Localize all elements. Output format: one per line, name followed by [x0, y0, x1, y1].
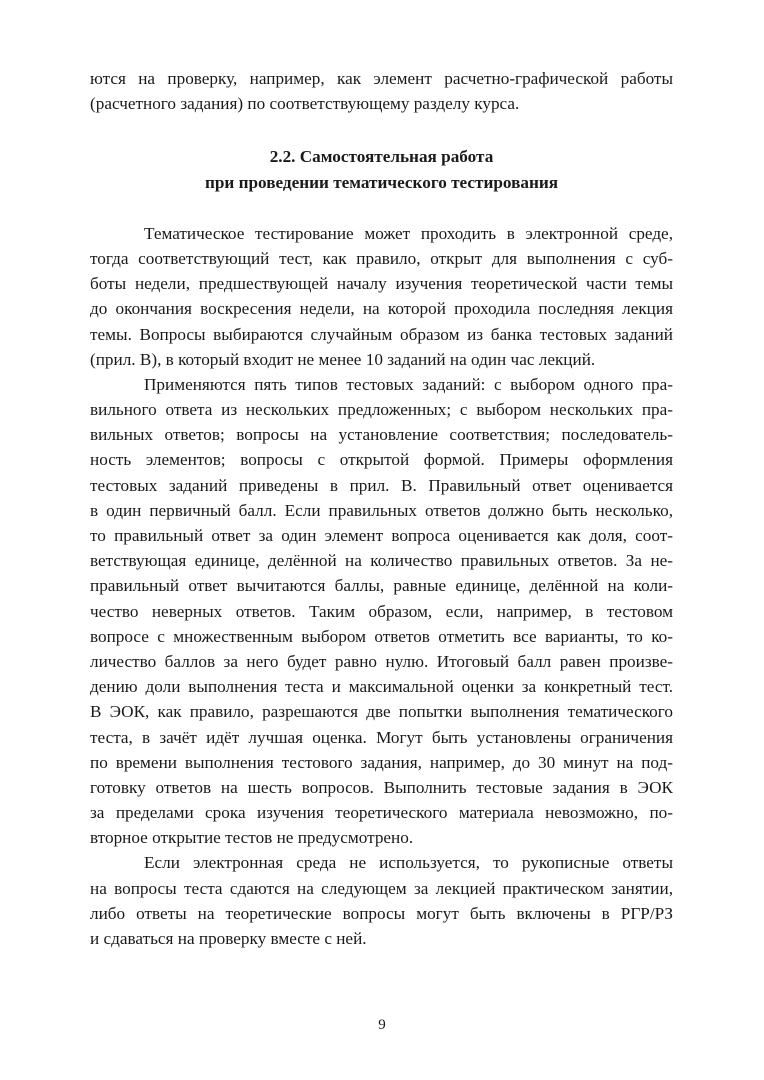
- text-line: вильных ответов; вопросы на установление соответствия; последователь-: [90, 425, 673, 445]
- text-line: и сдаваться на проверку вместе с ней.: [90, 929, 367, 948]
- text-line: по времени выполнения тестового задания, например, до 30 минут на под-: [90, 752, 673, 772]
- intro-paragraph: [90, 66, 673, 116]
- section-heading-line-2: при проведении тематического тестирования: [204, 172, 559, 192]
- text-line: вторное открытие тестов не предусмотрено.: [90, 828, 414, 848]
- text-line: то правильный ответ за один элемент вопроса оценивается как доля, соот-: [90, 526, 673, 545]
- section-heading-line-1: 2.2. Самостоятельная работа: [269, 147, 494, 167]
- text-line: Тематическое тестирование может проходить в электронной среде,: [144, 223, 673, 243]
- page-number: 9: [378, 1017, 386, 1033]
- text-line: (прил. В), в который входит не менее 10 заданий на один час лекций.: [90, 349, 596, 369]
- text-line: ветствующая единице, делённой на количество правильных ответов. За не-: [90, 551, 673, 571]
- text-line: за пределами срока изучения теоретического материала невозможно, по-: [90, 803, 673, 823]
- text-line: Применяются пять типов тестовых заданий: с выбором одного пра-: [144, 374, 673, 394]
- text-line: либо ответы на теоретические вопросы могут быть включены в РГР/РЗ: [90, 903, 673, 923]
- text-line: теста, в зачёт идёт лучшая оценка. Могут быть установлены ограничения: [90, 727, 673, 747]
- text-line: готовку ответов на шесть вопросов. Выполнить тестовые задания в ЭОК: [90, 777, 673, 797]
- text-line: боты недели, предшествующей началу изучения теоретической части темы: [90, 274, 673, 294]
- paragraph-3: [90, 850, 673, 951]
- text-line: на вопросы теста сдаются на следующем за лекцией практическом занятии,: [90, 878, 673, 898]
- text-line: (расчетного задания) по соответствующему разделу курса.: [90, 94, 520, 114]
- text-line: Если электронная среда не используется, то рукописные ответы: [144, 853, 673, 873]
- text-line: В ЭОК, как правило, разрешаются две попытки выполнения тематического: [90, 702, 673, 722]
- text-line: тогда соответствующий тест, как правило, открыт для выполнения с суб-: [90, 248, 673, 268]
- text-line: дению доли выполнения теста и максимальной оценки за конкретный тест.: [90, 677, 673, 697]
- text-line: до окончания воскресения недели, на которой проходила последняя лекция: [90, 299, 673, 319]
- section-heading: [90, 144, 673, 194]
- text-line: вопросе с множественным выбором ответов отметить все варианты, то ко-: [90, 626, 673, 646]
- document-page: [90, 66, 673, 951]
- text-line: тестовых заданий приведены в прил. В. Правильный ответ оценивается: [90, 475, 673, 495]
- text-line: ются на проверку, например, как элемент расчетно-графической работы: [90, 69, 673, 88]
- text-line: личество баллов за него будет равно нулю. Итоговый балл равен произве-: [90, 651, 673, 671]
- text-line: чество неверных ответов. Таким образом, если, например, в тестовом: [90, 601, 673, 621]
- paragraph-1: [90, 221, 673, 372]
- text-line: в один первичный балл. Если правильных ответов должно быть несколько,: [90, 500, 673, 520]
- text-line: темы. Вопросы выбираются случайным образом из банка тестовых заданий: [90, 324, 673, 344]
- text-line: правильный ответ вычитаются баллы, равные единице, делённой на коли-: [90, 576, 673, 596]
- text-line: ность элементов; вопросы с открытой формой. Примеры оформления: [90, 450, 673, 470]
- text-line: вильного ответа из нескольких предложенных; с выбором нескольких пра-: [90, 400, 673, 420]
- paragraph-2: [90, 372, 673, 851]
